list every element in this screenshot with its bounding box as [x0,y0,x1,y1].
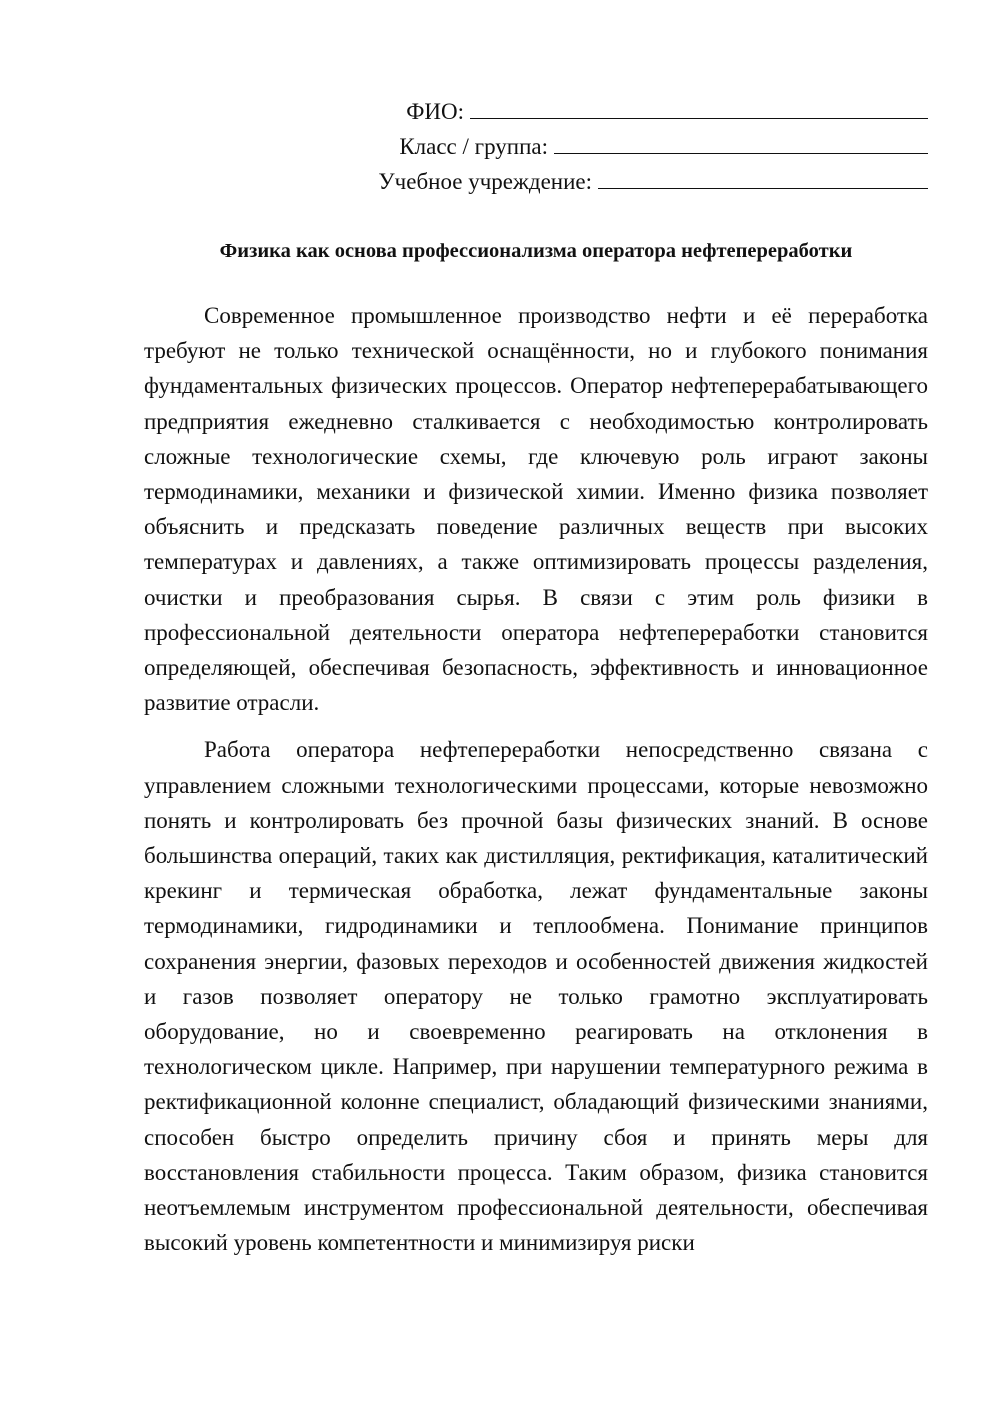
document-title: Физика как основа профессионализма оператора нефтепереработки [219,240,853,262]
paragraph-2: Работа оператора нефтепереработки непосредственно связана с управлением сложными технологическими процессами, которые невозможно понять и контролировать без прочной базы физических знаний. В основе большинства операций, таких как дистилляция, ректификация, каталитический крекинг и термическая обработка, лежат фундаментальные законы термодинамики, гидродинамики и теплообмена. Понимание принципов сохранения энергии, фазовых переходов и особенностей движения жидкостей и газов позволяет оператору не только грамотно эксплуатировать оборудование, но и своевременно реагировать на отклонения в технологическом цикле. Например, при нарушении температурного режима в ректификационной колонне специалист, обладающий физическими знаниями, способен быстро определить причину сбоя и принять меры для восстановления стабильности процесса. Таким образом, физика становится неотъемлемым инструментом профессиональной деятельности, обеспечивая высокий уровень компетентности и минимизируя риски [144,737,928,1256]
school-label: Учебное учреждение: [378,169,592,194]
school-line [378,162,928,197]
paragraph-1: Современное промышленное производство нефти и её переработка требуют не только технической оснащённости, но и глубокого понимания фундаментальных физических процессов. Оператор нефтеперерабатывающего предприятия ежедневно сталкивается с необходимостью контролировать сложные технологические схемы, где ключевую роль играют законы термодинамики, механики и физической химии. Именно физика позволяет объяснить и предсказать поведение различных веществ при высоких температурах и давлениях, а также оптимизировать процессы разделения, очистки и преобразования сырья. В связи с этим роль физики в профессиональной деятельности оператора нефтепереработки становится определяющей, обеспечивая безопасность, эффективность и инновационное развитие отрасли. [144,303,928,716]
class-blank-field [554,127,928,154]
class-label: Класс / группа: [399,134,548,159]
class-line [399,127,928,162]
school-blank-field [598,162,928,189]
document-page [144,92,928,1260]
student-info-header [144,92,928,197]
fio-label: ФИО: [406,99,464,124]
fio-line [406,92,928,127]
fio-blank-field [470,92,928,119]
